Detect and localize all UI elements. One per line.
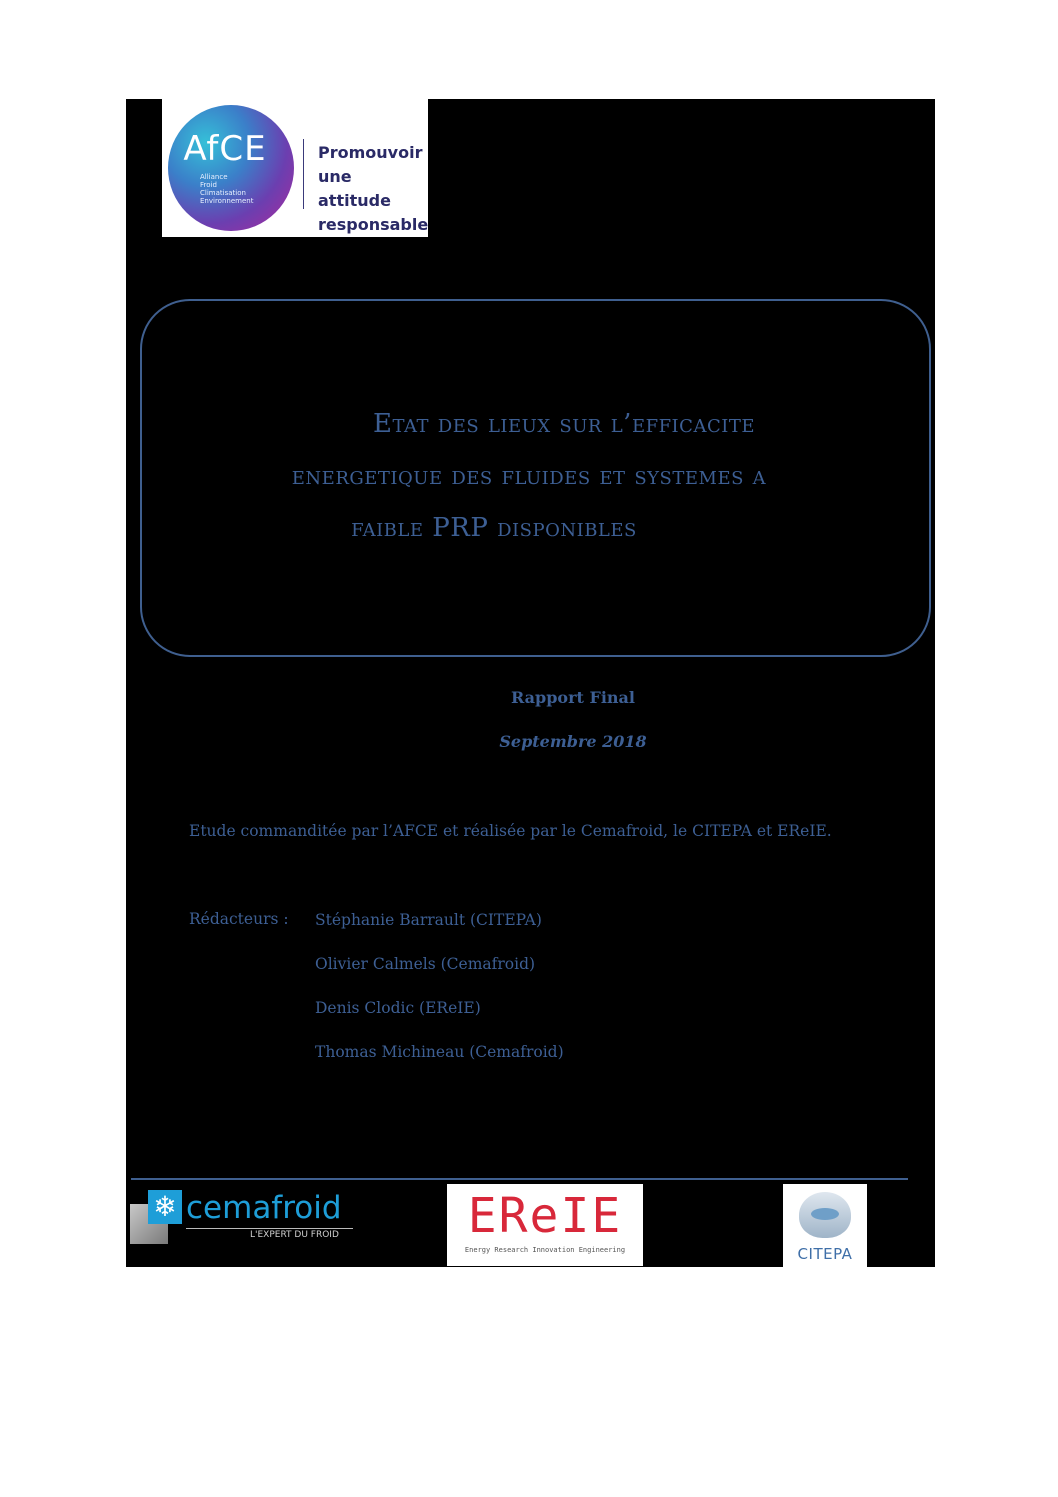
author-item: Thomas Michineau (Cemafroid) (315, 1043, 564, 1061)
commission-statement: Etude commanditée par l’AFCE et réalisée par le Cemafroid, le CITEPA et EReIE. (189, 822, 832, 840)
afce-subtitle: Alliance Froid Climatisation Environnement (200, 173, 254, 205)
footer-divider (131, 1178, 908, 1180)
cover-background (126, 99, 935, 1267)
ereie-name: EReIE (467, 1188, 623, 1244)
report-type: Rapport Final (511, 688, 635, 707)
citepa-name: CITEPA (797, 1245, 853, 1263)
ereie-tagline: Energy Research Innovation Engineering (464, 1246, 626, 1254)
afce-mark: AfCE (183, 129, 267, 169)
cemafroid-rule (186, 1228, 353, 1229)
title-line-2: energetique des fluides et systemes a (291, 461, 767, 491)
document-title (0, 398, 1058, 554)
authors-label: Rédacteurs : (189, 910, 289, 928)
afce-logo (162, 99, 428, 237)
report-date: Septembre 2018 (499, 732, 647, 751)
citepa-logo (783, 1184, 867, 1267)
authors-list (315, 910, 564, 1086)
title-line-3: faible PRP disponibles (351, 513, 637, 543)
author-item: Olivier Calmels (Cemafroid) (315, 955, 536, 973)
water-drop-icon (799, 1192, 851, 1238)
ereie-logo (447, 1184, 643, 1266)
cemafroid-name: cemafroid (186, 1190, 342, 1226)
cemafroid-tagline: L'EXPERT DU FROID (250, 1230, 339, 1240)
title-line-1: Etat des lieux sur l’efficacite (373, 409, 755, 439)
afce-tagline: Promouvoir une attitude responsable (318, 143, 429, 234)
author-item: Stéphanie Barrault (CITEPA) (315, 911, 542, 929)
author-item: Denis Clodic (EReIE) (315, 999, 481, 1017)
snowflake-icon: ❄ (148, 1190, 182, 1224)
afce-divider (303, 139, 304, 209)
cemafroid-logo (130, 1190, 355, 1245)
